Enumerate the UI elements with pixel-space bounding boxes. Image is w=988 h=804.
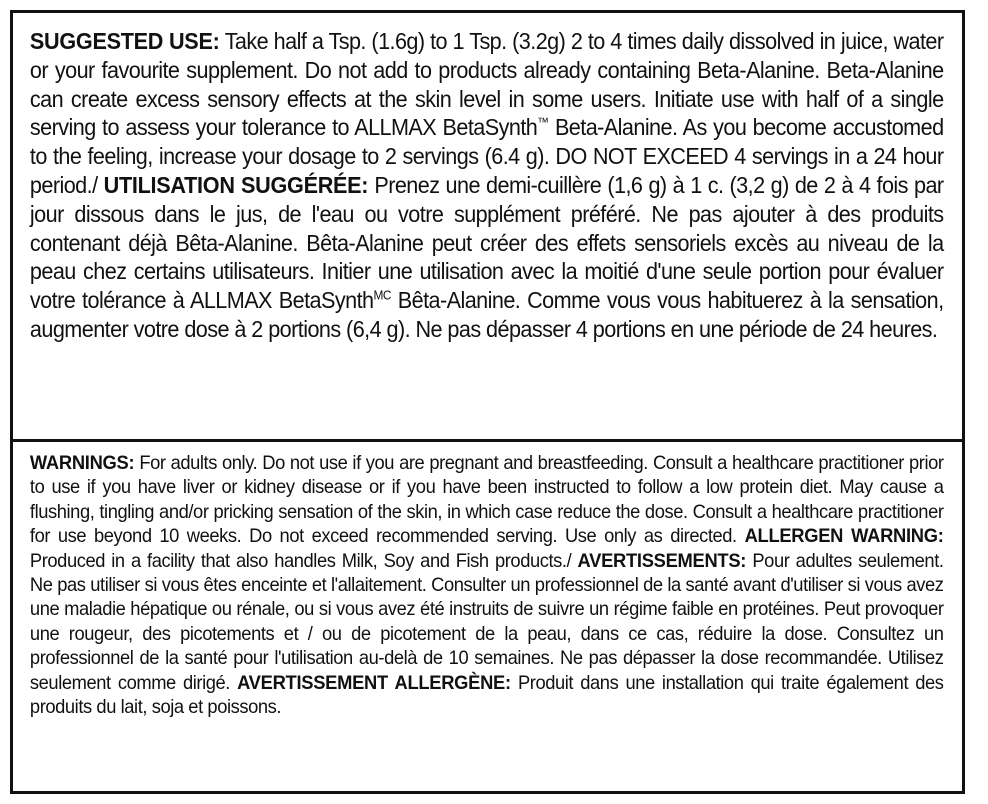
supplement-label-panel [10, 10, 965, 794]
allergen-warning-heading: ALLERGEN WARNING: [744, 525, 944, 548]
utilisation-suggeree-heading: UTILISATION SUGGÉRÉE: [103, 171, 369, 198]
warnings-text: For adults only. Do not use if you are pregnant and breastfeeding. Consult a healthcare practitioner prior to use if you have liver or kidney disease or if you have been instructed to follow a low protein diet. May cause a flushing, tingling and/or pricking sensation of the skin, in which case reduce the dose. Consult a healthcare practitioner for use beyond 10 weeks. Do not exceed recommended serving. Use only as directed. [29, 452, 944, 548]
mc-mark: MC [373, 288, 391, 303]
suggested-use-heading: SUGGESTED USE: [29, 28, 220, 54]
avertissement-allergene-text: Produit dans une installation qui traite également des produits du lait, soja et poissons. [29, 671, 944, 719]
trademark-symbol: ™ [537, 115, 549, 130]
suggested-use-text: Take half a Tsp. (1.6g) to 1 Tsp. (3.2g) 2 to 4 times daily dissolved in juice, water or your favourite supplement. Do not add to products already containing Beta-Alanine. Beta-Alanine can create excess sensory effects at the skin level in some users. Initiate use with half of a single serving to assess your tolerance to ALLMAX BetaSynth [29, 28, 944, 141]
warnings-heading: WARNINGS: [29, 452, 135, 474]
utilisation-suggeree-text-cont: Bêta-Alanine. Comme vous vous habituerez à la sensation, augmenter votre dose à 2 portions (6,4 g). Ne pas dépasser 4 portions en une période de 24 heures. [29, 287, 944, 342]
utilisation-suggeree-text: Prenez une demi-cuillère (1,6 g) à 1 c. (3,2 g) de 2 à 4 fois par jour dissous dans le jus, de l'eau ou votre supplément préféré. Ne pas ajouter à des produits contenant déjà Bêta-Alanine. Bêta-Alanine peut créer des effets sensoriels excès au niveau de la peau chez certains utilisateurs. Initier une utilisation avec la moitié d'une seule portion pour évaluer votre tolérance à ALLMAX BetaSynth [29, 171, 944, 314]
section-divider [13, 439, 962, 442]
warnings-section [13, 451, 959, 719]
avertissements-heading: AVERTISSEMENTS: [577, 549, 747, 572]
suggested-use-text-cont: Beta-Alanine. As you become accustomed to the feeling, increase your dosage to 2 servings (6.4 g). DO NOT EXCEED 4 servings in a 24 hour period./ [29, 114, 944, 198]
avertissements-text: Pour adultes seulement. Ne pas utiliser si vous êtes enceinte et l'allaitement. Consulter un professionnel de la santé avant d'utiliser si vous avez une maladie hépatique ou rénale, ou si vous avez été instruits de suivre un régime faible en protéines. Peut provoquer une rougeur, des picotements et / ou de picotement de la peau, dans ce cas, réduire la dose. Consultez un professionnel de la santé pour l'utilisation au-delà de 10 semaines. Ne pas dépasser la dose recommandée. Utilisez seulement comme dirigé. [29, 549, 944, 694]
suggested-use-section [13, 13, 959, 439]
allergen-warning-text: Produced in a facility that also handles Milk, Soy and Fish products./ [29, 549, 572, 572]
avertissement-allergene-heading: AVERTISSEMENT ALLERGÈNE: [237, 671, 511, 694]
